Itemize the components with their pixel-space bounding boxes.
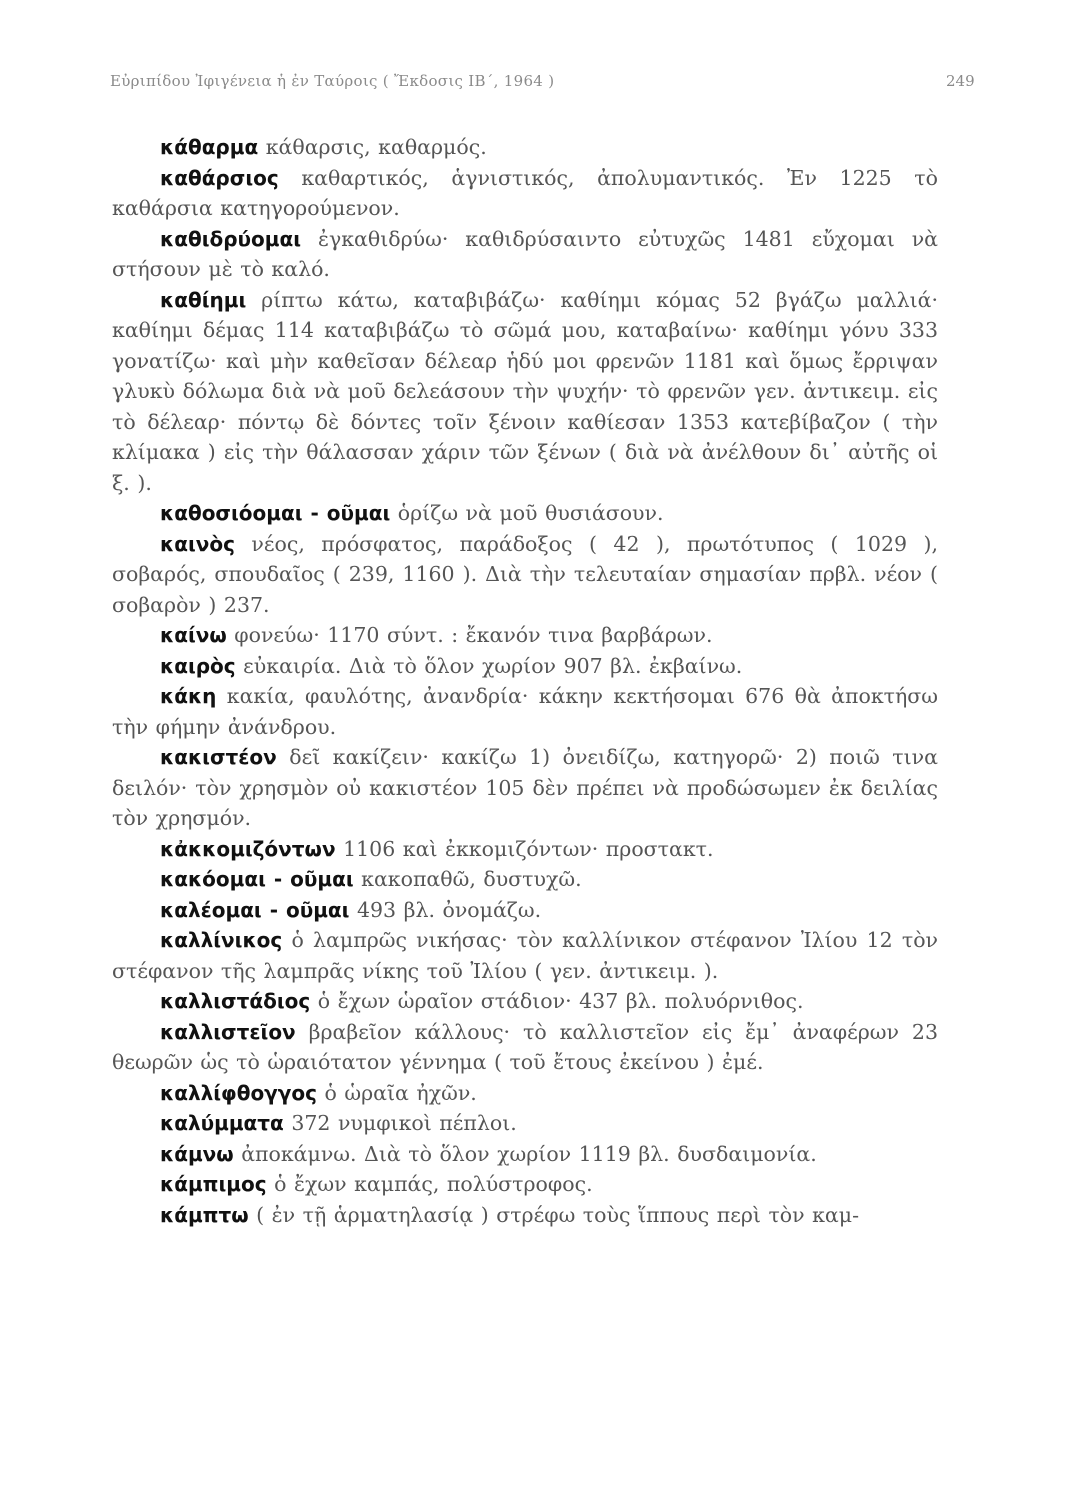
entry-definition: ὁ ἔχων καμπάς, πολύστροφος.: [266, 1172, 593, 1196]
entry-definition: φονεύω· 1170 σύντ. : ἔκανόν τινα βαρβάρων.: [226, 623, 713, 647]
glossary-entry: [112, 742, 938, 834]
glossary-entry: [112, 529, 938, 621]
entry-definition: κακοπαθῶ, δυστυχῶ.: [353, 867, 582, 891]
glossary-entry: [112, 1200, 938, 1231]
page-number: 249: [946, 72, 975, 90]
entry-definition: 1106 καὶ ἐκκομιζόντων· προστακτ.: [335, 836, 714, 861]
glossary-entry: [112, 498, 938, 529]
glossary-entry: [112, 163, 938, 224]
entry-definition: ὁρίζω νὰ μοῦ θυσιάσουν.: [390, 501, 664, 525]
entry-lemma: κάμπτω: [160, 1202, 249, 1227]
entry-lemma: κἀκκομιζόντων: [160, 836, 336, 861]
entry-lemma: κάμνω: [160, 1141, 234, 1166]
entry-lemma: καθίημι: [160, 287, 247, 312]
glossary-entry: [112, 681, 938, 742]
glossary-entry: [112, 132, 938, 163]
entry-lemma: καθοσιόομαι - οῦμαι: [160, 501, 391, 525]
entry-definition: βραβεῖον κάλλους· τὸ καλλιστεῖον εἰς ἔμ᾽ ἀναφέρων 23 θεωρῶν ὡς τὸ ὡραιότατον γέννημα ( τοῦ ἔτους ἐκείνου ) ἐμέ.: [112, 1019, 938, 1074]
entry-lemma: καλλιστάδιος: [160, 989, 311, 1013]
entry-lemma: κακιστέον: [160, 745, 277, 769]
glossary-entry: [112, 925, 938, 986]
glossary-entry: [112, 895, 938, 926]
entry-lemma: καλλιστεῖον: [160, 1019, 296, 1044]
entry-lemma: καίνω: [160, 623, 227, 647]
glossary-entry: [112, 620, 938, 651]
entry-lemma: κακόομαι - οῦμαι: [160, 867, 354, 891]
glossary-entry: [112, 285, 938, 499]
entry-definition: 493 βλ. ὀνομάζω.: [349, 897, 542, 922]
glossary-entry: [112, 1017, 938, 1078]
running-head: Εὐριπίδου Ἰφιγένεια ἡ ἐν Ταύροις ( Ἔκδοσις ΙΒ΄, 1964 ): [110, 72, 555, 90]
entry-definition: νέος, πρόσφατος, παράδοξος ( 42 ), πρωτότυπος ( 1029 ), σοβαρός, σπουδαῖος ( 239, 1160 ). Διὰ τὴν τελευταίαν σημασίαν πρβλ. νέον ( σοβαρὸν ) 237.: [112, 531, 938, 617]
glossary-entry: [112, 1078, 938, 1109]
entry-definition: εὐκαιρία. Διὰ τὸ ὅλον χωρίον 907 βλ. ἐκβαίνω.: [235, 653, 743, 678]
entry-lemma: κάμπιμος: [160, 1172, 267, 1196]
entry-definition: ὁ ὡραῖα ἠχῶν.: [317, 1080, 477, 1105]
entry-lemma: καλύμματα: [160, 1111, 284, 1135]
entry-lemma: καθάρσιος: [160, 165, 279, 190]
glossary-entry: [112, 986, 938, 1017]
glossary-entry: [112, 1108, 938, 1139]
entry-definition: ( ἐν τῇ ἁρματηλασίᾳ ) στρέφω τοὺς ἵππους περὶ τὸν καμ-: [248, 1202, 860, 1227]
entry-lemma: κάθαρμα: [160, 135, 259, 159]
entry-definition: ἐγκαθιδρύω· καθιδρύσαιντο εὐτυχῶς 1481 εὔχομαι νὰ στήσουν μὲ τὸ καλό.: [112, 226, 938, 281]
entry-definition: κακία, φαυλότης, ἀνανδρία· κάκην κεκτήσομαι 676 θὰ ἀποκτήσω τὴν φήμην ἀνάνδρου.: [112, 684, 938, 739]
glossary-entry: [112, 834, 938, 865]
entry-lemma: καθιδρύομαι: [160, 226, 302, 251]
entry-definition: ὁ λαμπρῶς νικήσας· τὸν καλλίνικον στέφανον Ἰλίου 12 τὸν στέφανον τῆς λαμπρᾶς νίκης τοῦ Ἰλίου ( γεν. ἀντικειμ. ).: [112, 928, 938, 983]
entry-lemma: καλλίφθογγος: [160, 1080, 318, 1105]
glossary-entry: [112, 1139, 938, 1170]
entry-definition: ὁ ἔχων ὡραῖον στάδιον· 437 βλ. πολυόρνιθος.: [310, 989, 804, 1013]
entry-definition: ἀποκάμνω. Διὰ τὸ ὅλον χωρίον 1119 βλ. δυσδαιμονία.: [233, 1141, 817, 1166]
entry-definition: 372 νυμφικοὶ πέπλοι.: [283, 1111, 517, 1135]
glossary-entry: [112, 224, 938, 285]
entry-definition: κάθαρσις, καθαρμός.: [258, 135, 487, 159]
glossary-entry: [112, 651, 938, 682]
entry-lemma: καινὸς: [160, 531, 235, 556]
entry-definition: καθαρτικός, ἁγνιστικός, ἀπολυμαντικός. Ἐν 1225 τὸ καθάρσια κατηγορούμενον.: [112, 165, 938, 220]
glossary-entry: [112, 1169, 938, 1200]
entry-lemma: κάκη: [160, 684, 217, 708]
entry-lemma: καλέομαι - οῦμαι: [160, 897, 350, 922]
entry-lemma: καλλίνικος: [160, 928, 283, 952]
entry-definition: δεῖ κακίζειν· κακίζω 1) ὀνειδίζω, κατηγορῶ· 2) ποιῶ τινα δειλόν· τὸν χρησμὸν οὐ κακιστέον 105 δὲν πρέπει νὰ προδώσωμεν ἐκ δειλίας τὸν χρησμόν.: [112, 745, 938, 830]
glossary-entries: [112, 132, 938, 1230]
entry-lemma: καιρὸς: [160, 653, 236, 678]
glossary-entry: [112, 864, 938, 895]
entry-definition: ρίπτω κάτω, καταβιβάζω· καθίημι κόμας 52 βγάζω μαλλιά· καθίημι δέμας 114 καταβιβάζω τὸ σῶμά μου, καταβαίνω· καθίημι γόνυ 333 γονατίζω· καὶ μὴν καθεῖσαν δέλεαρ ἡδύ μοι φρενῶν 1181 καὶ ὅμως ἔρριψαν γλυκὺ δόλωμα διὰ νὰ μοῦ δελεάσουν τὴν ψυχήν· τὸ φρενῶν γεν. ἀντικειμ. εἰς τὸ δέλεαρ· πόντῳ δὲ δόντες τοῖν ξένοιν καθίεσαν 1353 κατεβίβαζον ( τὴν κλίμακα ) εἰς τὴν θάλασσαν χάριν τῶν ξένων ( διὰ νὰ ἀνέλθουν δι᾽ αὐτῆς οἱ ξ. ).: [112, 287, 938, 495]
